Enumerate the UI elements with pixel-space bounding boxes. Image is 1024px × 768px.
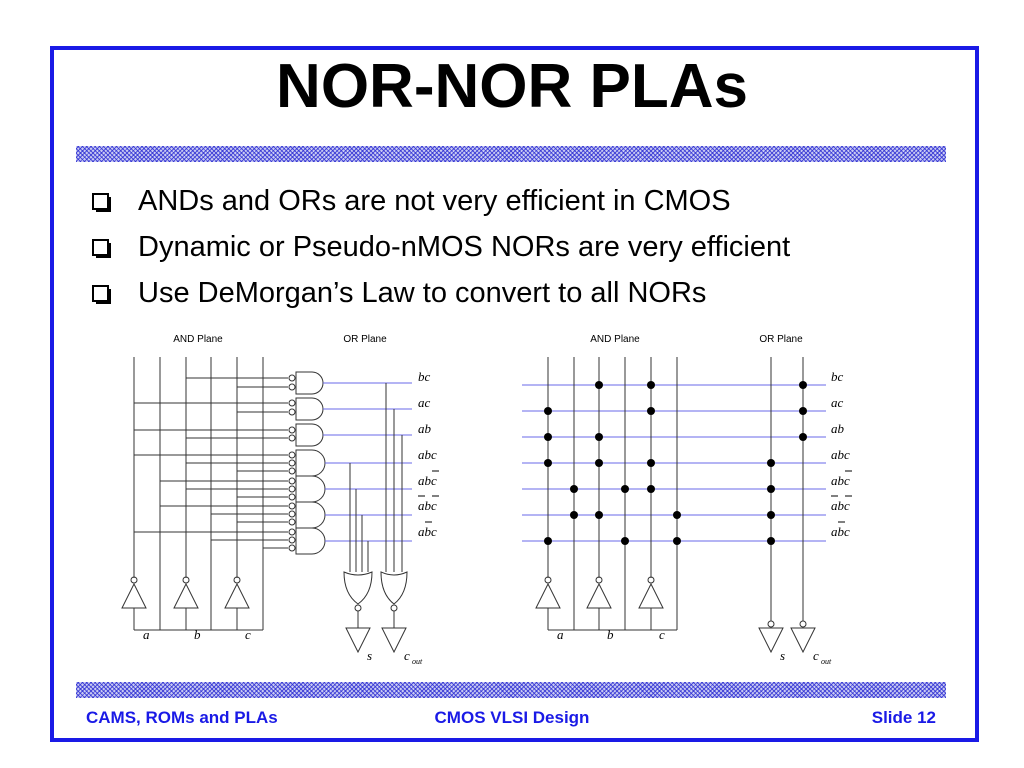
bottom-divider-band	[76, 682, 946, 698]
product-label: abc	[418, 498, 437, 513]
product-labels	[831, 369, 850, 539]
output-subscript-out: out	[821, 657, 832, 666]
or-plane-label: OR Plane	[759, 334, 803, 345]
product-label: bc	[831, 369, 844, 384]
product-label: abc	[831, 473, 850, 488]
bullet-text: Use DeMorgan’s Law to convert to all NORs	[138, 276, 707, 309]
input-label-a: a	[557, 627, 564, 642]
input-label-c: c	[245, 627, 251, 642]
input-label-a: a	[143, 627, 150, 642]
bullet-text: ANDs and ORs are not very efficient in CMOS	[138, 184, 731, 217]
product-label: ac	[831, 395, 844, 410]
product-label: abc	[831, 498, 850, 513]
footer-course-title: CMOS VLSI Design	[434, 708, 590, 727]
product-label: abc	[418, 473, 437, 488]
product-label: abc	[418, 524, 437, 539]
output-label-s: s	[367, 648, 373, 663]
or-plane-label: OR Plane	[343, 334, 387, 345]
output-label-s: s	[780, 648, 786, 663]
io-labels	[557, 627, 832, 666]
output-subscript-out: out	[412, 657, 423, 666]
product-label: bc	[418, 369, 431, 384]
slide-title: NOR-NOR PLAs	[276, 52, 748, 121]
input-label-b: b	[607, 627, 614, 642]
footer-slide-number: Slide 12	[871, 708, 936, 727]
input-rails	[536, 357, 815, 652]
and-plane-label: AND Plane	[590, 334, 640, 345]
product-label: abc	[418, 447, 437, 462]
product-label: ab	[418, 421, 431, 436]
product-label: ac	[418, 395, 431, 410]
input-label-c: c	[659, 627, 665, 642]
product-label: abc	[831, 524, 850, 539]
product-label: ab	[831, 421, 844, 436]
and-plane-label: AND Plane	[173, 334, 223, 345]
output-label-cout: c	[404, 648, 410, 663]
product-label: abc	[831, 447, 850, 462]
output-label-cout: c	[813, 648, 819, 663]
input-label-b: b	[194, 627, 201, 642]
footer-section-title: CAMS, ROMs and PLAs	[86, 708, 278, 727]
bullet-text: Dynamic or Pseudo-nMOS NORs are very efficient	[138, 230, 791, 263]
